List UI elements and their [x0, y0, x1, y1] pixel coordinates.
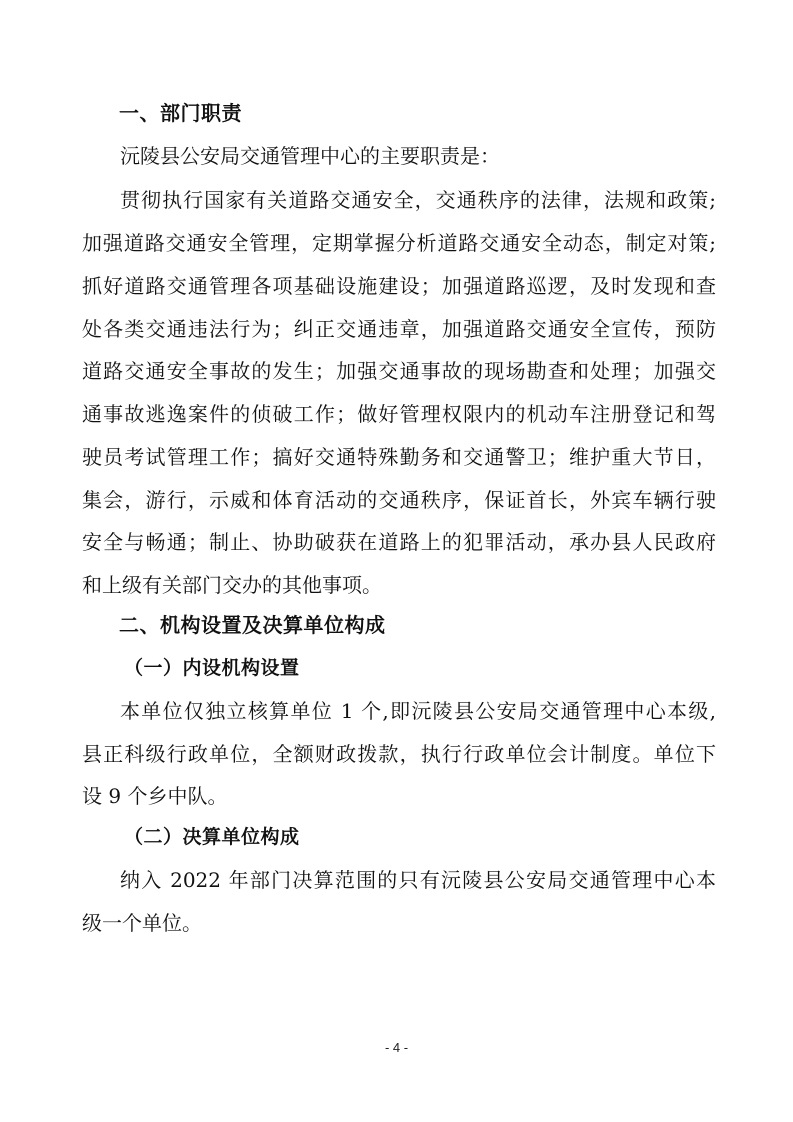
subsection1-heading: （一）内设机构设置 — [124, 657, 300, 679]
subsection2-line: 级一个单位。 — [82, 911, 202, 935]
subsection2-line: 纳入 2022 年部门决算范围的只有沅陵县公安局交通管理中心本 — [120, 868, 716, 892]
subsection2-heading: （二）决算单位构成 — [124, 826, 300, 848]
section2-heading: 二、机构设置及决算单位构成 — [119, 613, 386, 637]
duties-line: 和上级有关部门交办的其他事项。 — [82, 573, 382, 597]
duties-line: 道路交通安全事故的发生；加强交通事故的现场勘查和处理；加强交 — [82, 359, 716, 383]
subsection1-line: 本单位仅独立核算单位 1 个,即沅陵县公安局交通管理中心本级, — [120, 699, 716, 723]
section1-heading: 一、部门职责 — [119, 101, 242, 125]
duties-line: 驶员考试管理工作；搞好交通特殊勤务和交通警卫；维护重大节日， — [82, 445, 716, 469]
duties-line: 加强道路交通安全管理，定期掌握分析道路交通安全动态，制定对策; — [82, 231, 716, 255]
section1-intro: 沅陵县公安局交通管理中心的主要职责是： — [120, 144, 500, 168]
duties-line: 通事故逃逸案件的侦破工作；做好管理权限内的机动车注册登记和驾 — [82, 402, 716, 426]
page-number: - 4 - — [384, 1040, 409, 1055]
duties-line: 处各类交通违法行为；纠正交通违章，加强道路交通安全宣传，预防 — [82, 317, 716, 341]
subsection1-line: 设 9 个乡中队。 — [82, 784, 228, 808]
duties-line: 抓好道路交通管理各项基础设施建设；加强道路巡逻，及时发现和查 — [82, 274, 716, 298]
duties-line: 贯彻执行国家有关道路交通安全，交通秩序的法律，法规和政策; — [120, 188, 716, 212]
duties-line: 集会，游行，示威和体育活动的交通秩序，保证首长，外宾车辆行驶 — [82, 488, 716, 512]
subsection1-line: 县正科级行政单位，全额财政拨款，执行行政单位会计制度。单位下 — [82, 742, 716, 766]
duties-line: 安全与畅通；制止、协助破获在道路上的犯罪活动，承办县人民政府 — [82, 530, 716, 554]
